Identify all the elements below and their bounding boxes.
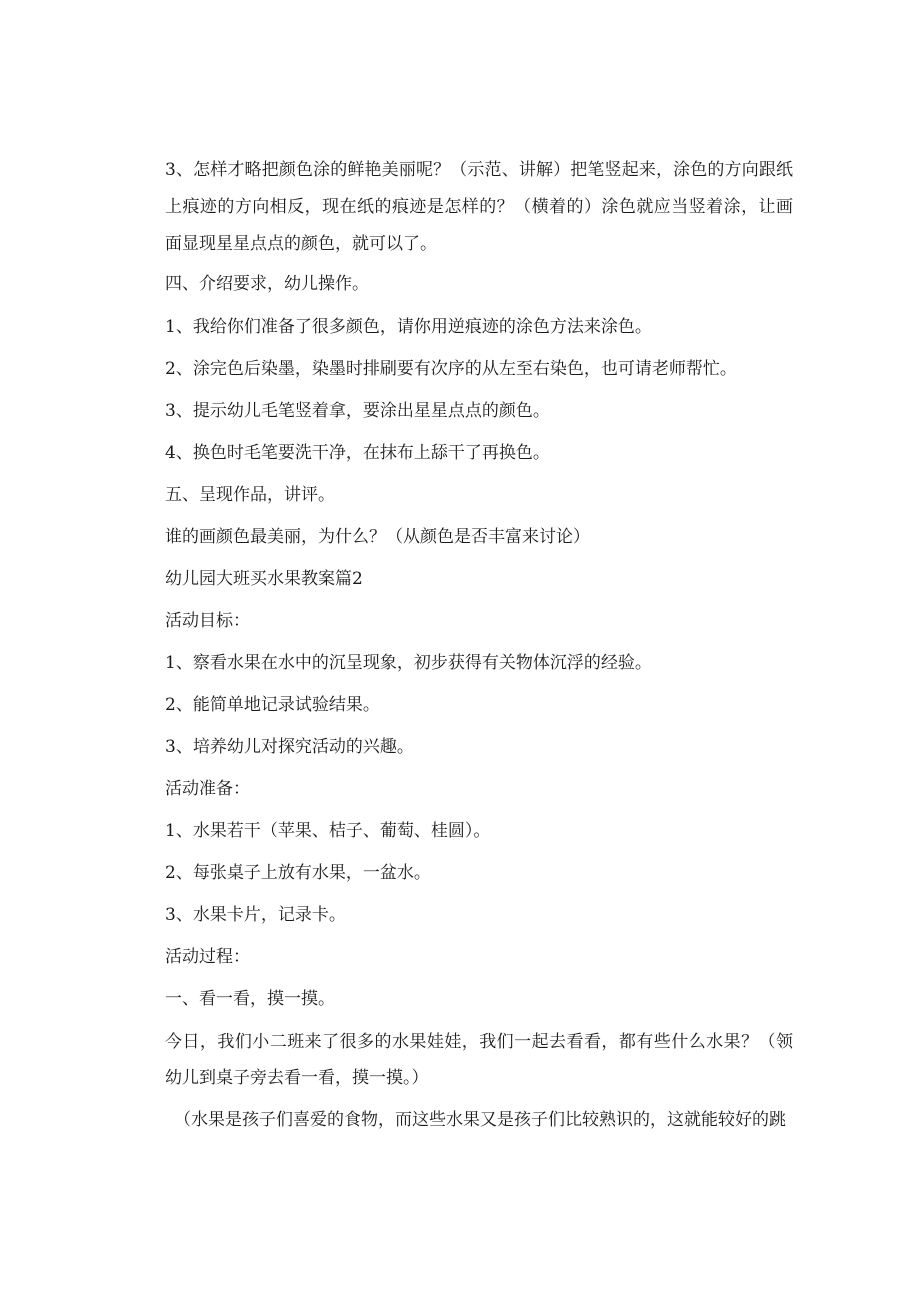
list-item: 1、水果若干（苹果、桔子、葡萄、桂圆）。 [165,821,491,841]
list-item: 3、提示幼儿毛笔竖着拿，要涂出星星点点的颜色。 [165,401,550,421]
section-heading-5: 五、呈现作品，讲评。 [165,485,335,505]
list-item: 1、我给你们准备了很多颜色，请你用逆痕迹的涂色方法来涂色。 [165,317,652,337]
paragraph-text: 谁的画颜色最美丽，为什么？（从颜色是否丰富来讨论） [165,527,590,547]
section-heading-goals: 活动目标： [165,611,250,631]
section-heading-process: 活动过程： [165,947,250,967]
list-item: 2、涂完色后染墨，染墨时排刷要有次序的从左至右染色，也可请老师帮忙。 [165,359,737,379]
list-item: 3、培养幼儿对探究活动的兴趣。 [165,737,414,757]
section-heading-step-1: 一、看一看，摸一摸。 [165,989,335,1009]
list-item: 3、水果卡片，记录卡。 [165,905,346,925]
section-heading-preparation: 活动准备： [165,779,250,799]
list-item: 2、能简单地记录试验结果。 [165,695,380,715]
paragraph-step-3-coloring: 3、怎样才略把颜色涂的鲜艳美丽呢？（示范、讲解）把笔竖起来，涂色的方向跟纸上痕迹的方向相反，现在纸的痕迹是怎样的？（横着的）涂色就应当竖着涂，让画面显现星星点点的颜色，就可以了。 [165,160,793,254]
paragraph-text: 今日，我们小二班来了很多的水果娃娃，我们一起去看看，都有些什么水果？（领幼儿到桌子旁去看一看，摸一摸。） [165,1032,793,1088]
section-heading-4: 四、介绍要求，幼儿操作。 [165,274,369,294]
list-item: 1、察看水果在水中的沉呈现象，初步获得有关物体沉浮的经验。 [165,653,652,673]
paragraph-text: （水果是孩子们喜爱的食物，而这些水果又是孩子们比较熟识的，这就能较好的跳 [174,1110,786,1130]
list-item: 4、换色时毛笔要洗干净，在抹布上舔干了再换色。 [165,443,550,463]
lesson-title: 幼儿园大班买水果教案篇2 [165,569,363,589]
list-item: 2、每张桌子上放有水果，一盆水。 [165,863,431,883]
